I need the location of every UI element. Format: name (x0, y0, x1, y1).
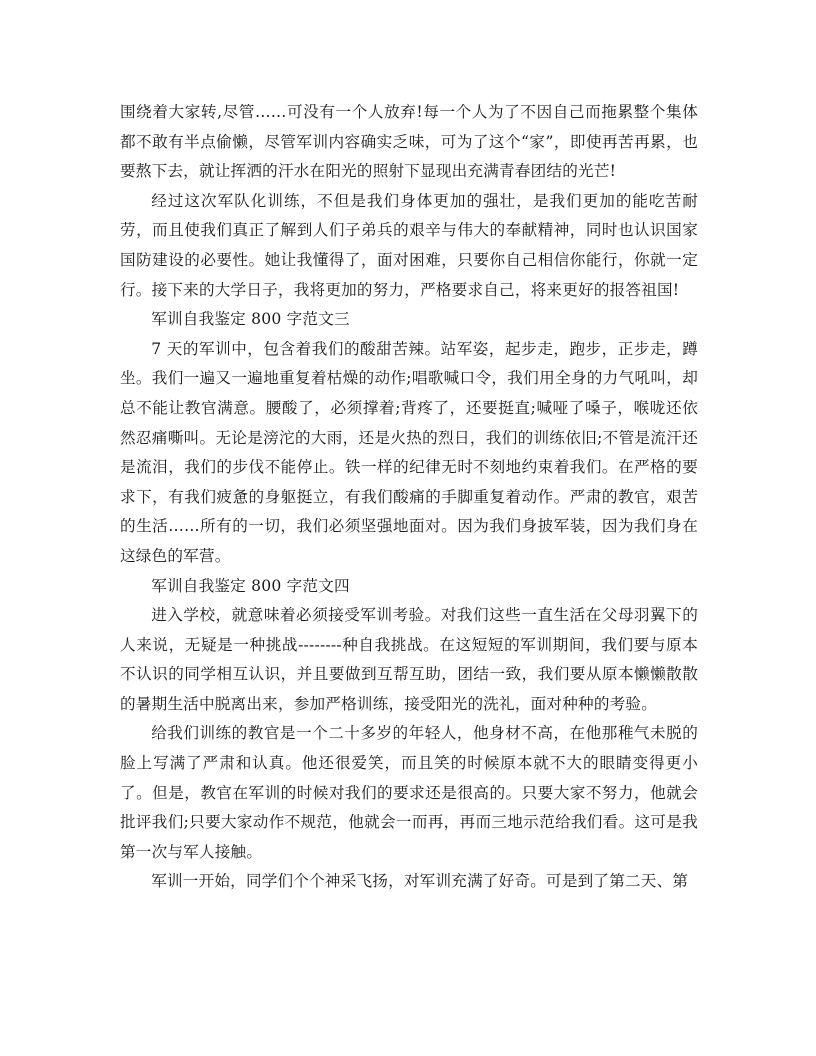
paragraph-2: 经过这次军队化训练，不但是我们身体更加的强壮，是我们更加的能吃苦耐劳，而且使我们真正了解到人们子弟兵的艰辛与伟大的奉献精神，同时也认识国家国防建设的必要性。她让我懂得了，面对困难，只要你自己相信你能行，你就一定行。接下来的大学日子，我将更加的努力，严格要求自己，将来更好的报答祖国! (120, 191, 698, 299)
paragraph-3: 7 天的军训中，包含着我们的酸甜苦辣。站军姿，起步走，跑步，正步走，蹲坐。我们一遍又一遍地重复着枯燥的动作;唱歌喊口令，我们用全身的力气吼叫，却总不能让教官满意。腰酸了，必须撑着;背疼了，还要挺直;喊哑了嗓子，喉咙还依然忍痛嘶叫。无论是滂沱的大雨，还是火热的烈日，我们的训练依旧;不管是流汗还是流泪，我们的步伐不能停止。铁一样的纪律无时不刻地约束着我们。在严格的要求下，有我们疲惫的身躯挺立，有我们酸痛的手脚重复着动作。严肃的教官，艰苦的生活……所有的一切，我们必须坚强地面对。因为我们身披军装，因为我们身在这绿色的军营。 (120, 339, 698, 565)
section-heading-4: 军训自我鉴定 800 字范文四 (151, 576, 350, 595)
paragraph-1: 围绕着大家转,尽管……可没有一个人放弃!每一个人为了不因自己而拖累整个集体都不敢有半点偷懒，尽管军训内容确实乏味，可为了这个“家”，即使再苦再累，也要熬下去，就让挥洒的汗水在阳光的照射下显现出充满青春团结的光芒! (120, 103, 698, 181)
document-body (120, 98, 698, 897)
paragraph-4: 进入学校，就意味着必须接受军训考验。对我们这些一直生活在父母羽翼下的人来说，无疑是一种挑战--------种自我挑战。在这短短的军训期间，我们要与原本不认识的同学相互认识，并且要做到互帮互助，团结一致，我们要从原本懒懒散散的暑期生活中脱离出来，参加严格训练，接受阳光的洗礼，面对种种的考验。 (120, 606, 698, 713)
paragraph-5: 给我们训练的教官是一个二十多岁的年轻人，他身材不高，在他那稚气未脱的脸上写满了严肃和认真。他还很爱笑，而且笑的时候原本就不大的眼睛变得更小了。但是，教官在军训的时候对我们的要求还是很高的。只要大家不努力，他就会批评我们;只要大家动作不规范，他就会一而再，再而三地示范给我们看。这可是我第一次与军人接触。 (120, 724, 698, 861)
paragraph-6: 军训一开始，同学们个个神采飞扬，对军训充满了好奇。可是到了第二天、第 (151, 872, 689, 891)
section-heading-3: 军训自我鉴定 800 字范文三 (151, 310, 350, 329)
